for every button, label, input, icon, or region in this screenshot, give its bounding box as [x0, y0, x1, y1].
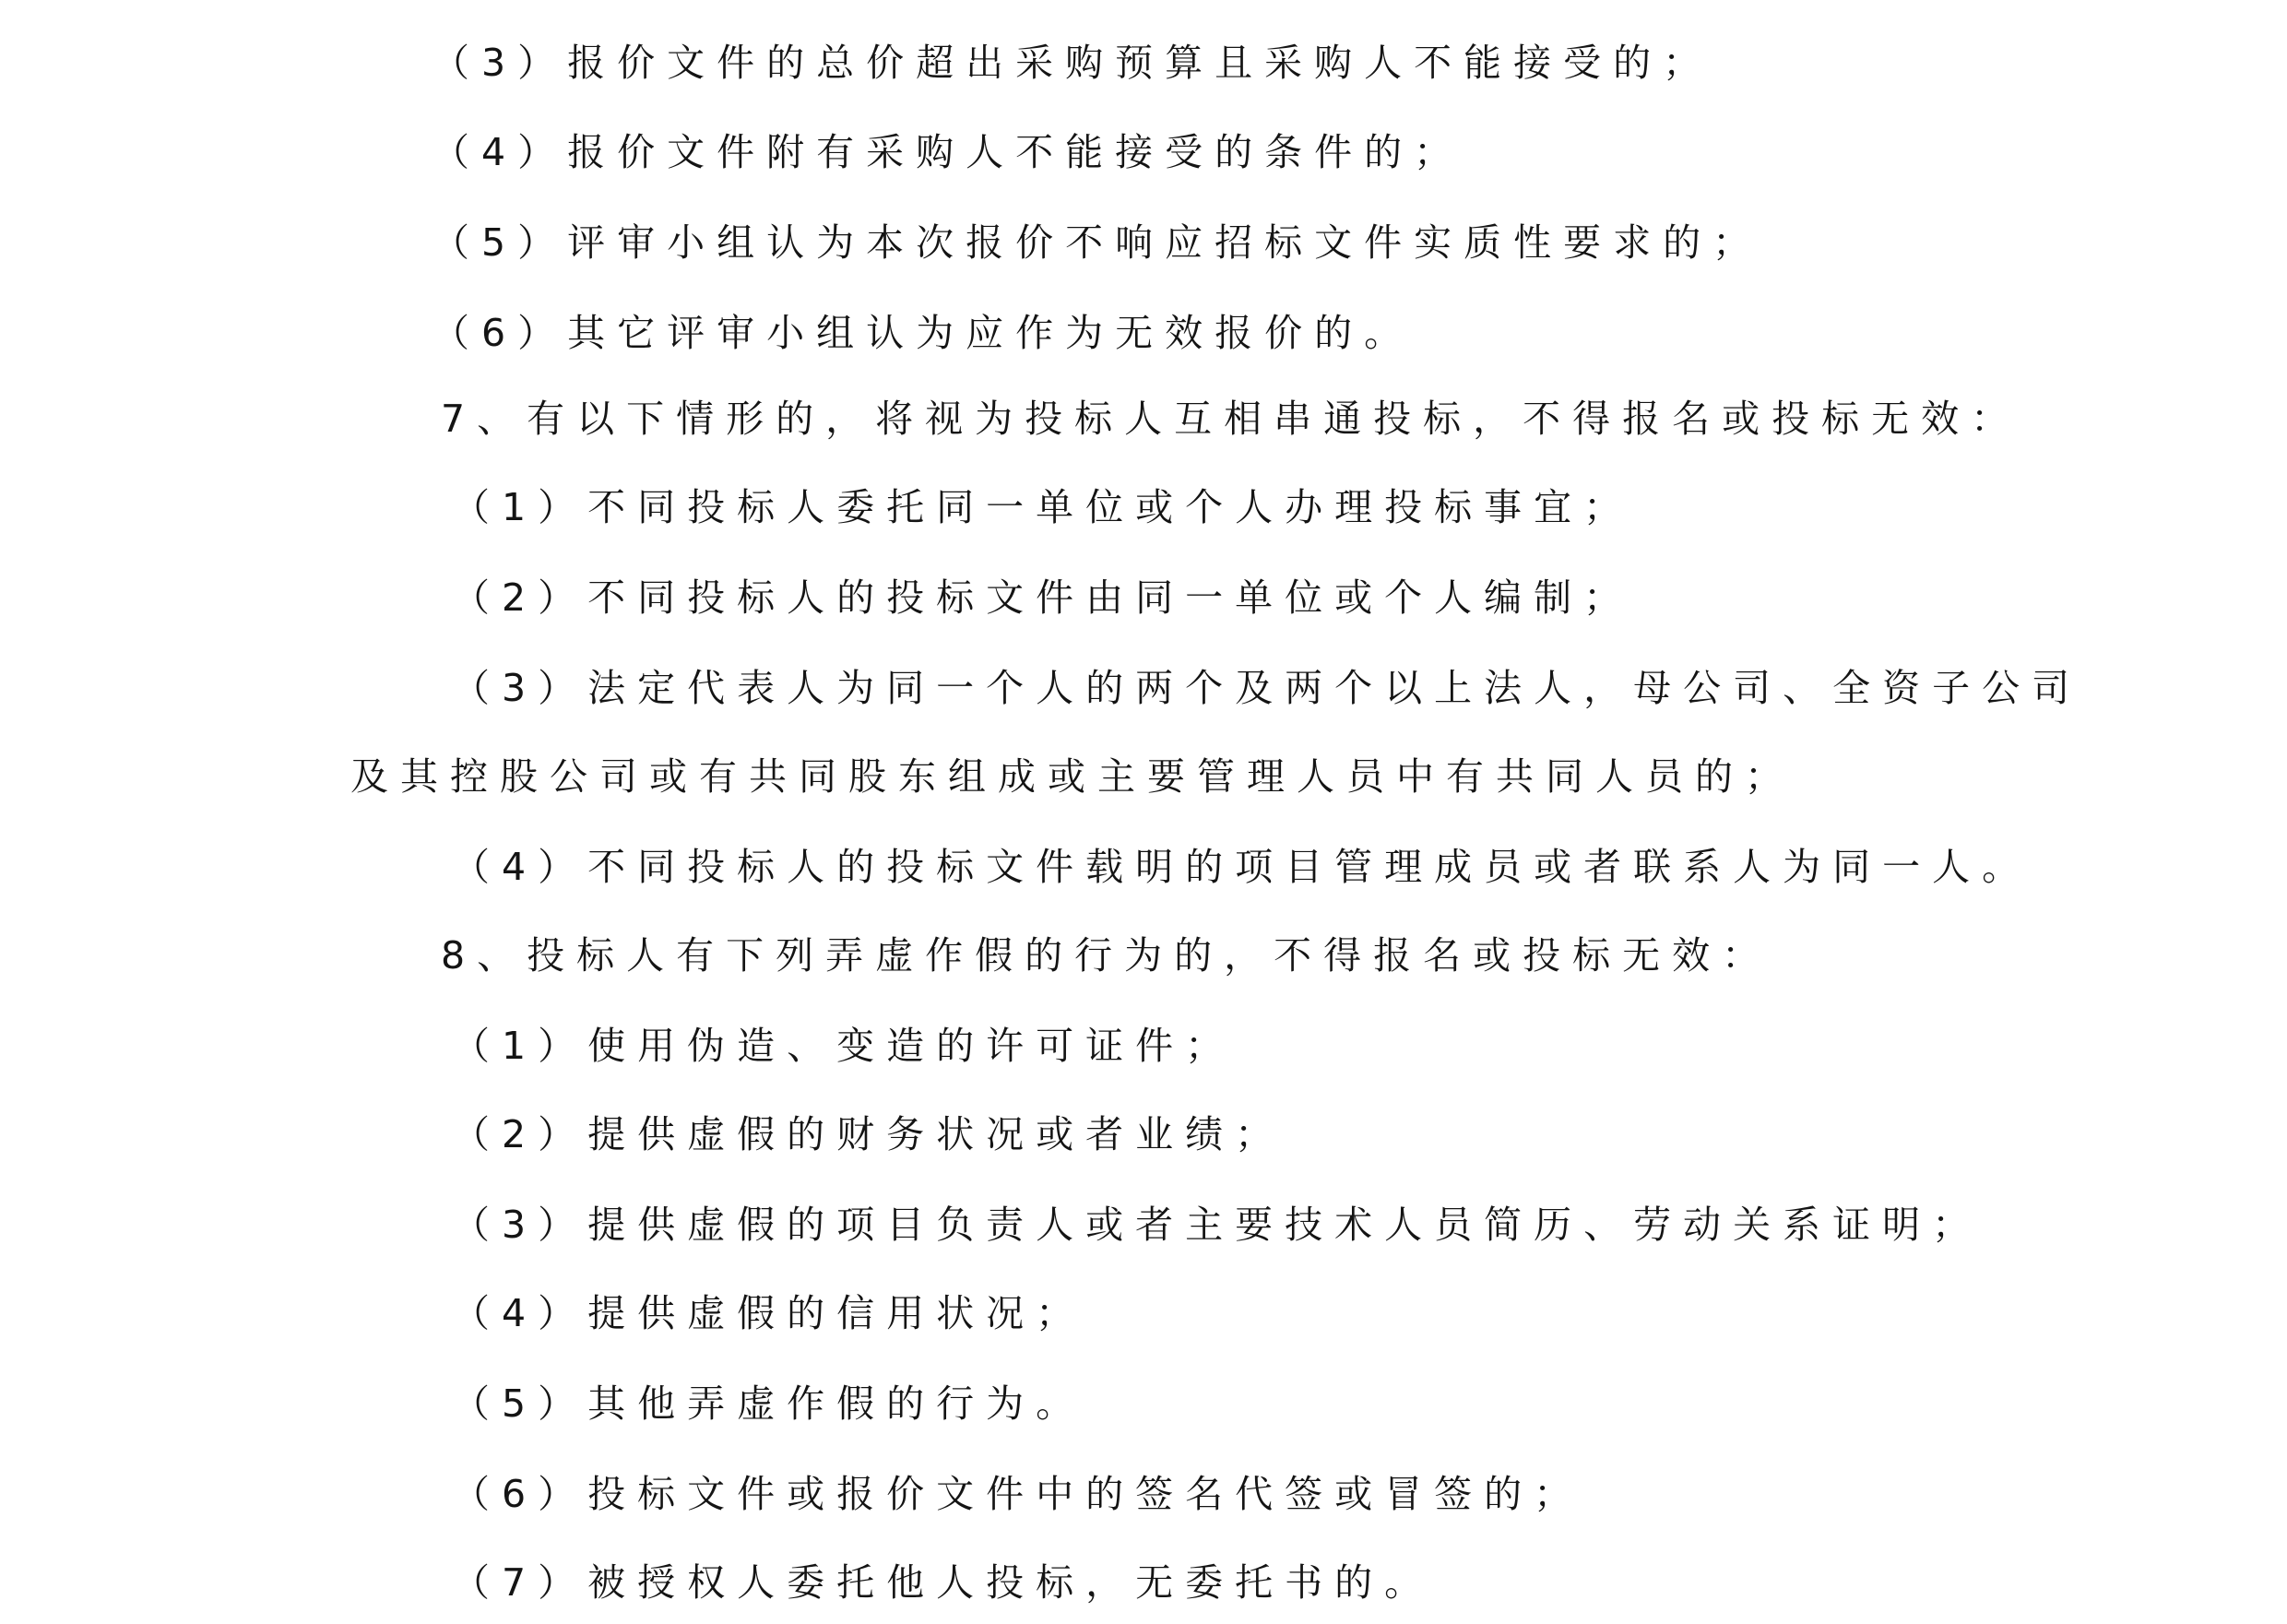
clause-item: （4）不同投标人的投标文件载明的项目管理成员或者联系人为同一人。 [452, 845, 2032, 889]
clause-item: （3）报价文件的总价超出采购预算且采购人不能接受的； [432, 41, 1713, 85]
clause-item: （1）使用伪造、变造的许可证件； [452, 1024, 1236, 1068]
clause-item: （1）不同投标人委托同一单位或个人办理投标事宜； [452, 485, 1634, 529]
clause-item: （6）投标文件或报价文件中的签名代签或冒签的； [452, 1472, 1584, 1516]
clause-item: （2）提供虚假的财务状况或者业绩； [452, 1112, 1286, 1156]
clause-item: （5）评审小组认为本次报价不响应招标文件实质性要求的； [432, 220, 1763, 265]
clause-item: （4）报价文件附有采购人不能接受的条件的； [432, 130, 1464, 174]
clause-item: （2）不同投标人的投标文件由同一单位或个人编制； [452, 575, 1634, 620]
clause-item: （3）提供虚假的项目负责人或者主要技术人员简历、劳动关系证明； [452, 1203, 1983, 1247]
clause-item: （5）其他弄虚作假的行为。 [452, 1381, 1086, 1426]
clause-item-continuation: 及其控股公司或有共同股东组成或主要管理人员中有共同人员的； [350, 754, 1795, 799]
clause-item: （4）提供虚假的信用状况； [452, 1291, 1086, 1335]
clause-item: （7）被授权人委托他人投标，无委托书的。 [452, 1560, 1435, 1605]
clause-item: （3）法定代表人为同一个人的两个及两个以上法人，母公司、全资子公司 [452, 666, 2082, 710]
section-heading: 7、有以下情形的，将视为投标人互相串通投标，不得报名或投标无效： [441, 397, 2021, 441]
clause-item: （6）其它评审小组认为应作为无效报价的。 [432, 311, 1415, 355]
section-heading: 8、投标人有下列弄虚作假的行为的，不得报名或投标无效： [441, 933, 1772, 978]
